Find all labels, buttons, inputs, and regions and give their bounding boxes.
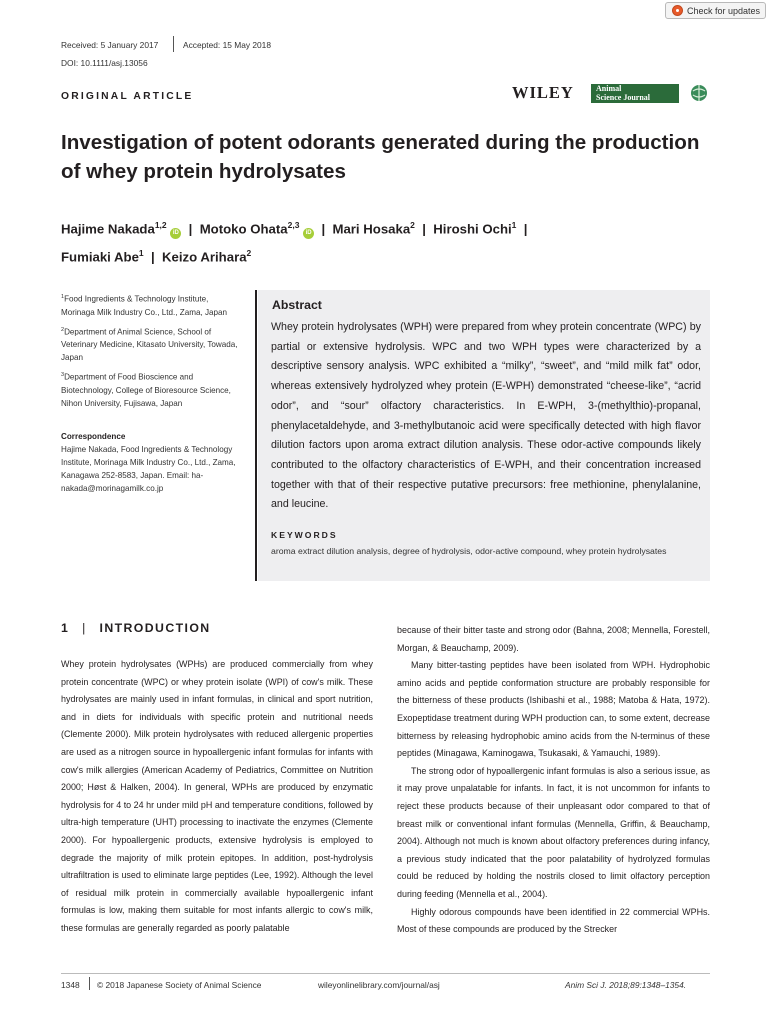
orcid-icon[interactable]: iD xyxy=(303,228,314,239)
journal-url[interactable]: wileyonlinelibrary.com/journal/asj xyxy=(318,980,440,990)
footer-divider xyxy=(89,977,90,990)
author-name: Mari Hosaka xyxy=(332,221,411,237)
author-name: Hiroshi Ochi xyxy=(433,221,512,237)
correspondence-heading: Correspondence xyxy=(61,432,126,441)
author-affiliation: 1,2 xyxy=(154,220,167,230)
article-type: ORIGINAL ARTICLE xyxy=(61,91,194,102)
keywords-heading: KEYWORDS xyxy=(271,530,338,540)
journal-logo-line1: Animal xyxy=(596,84,622,93)
journal-globe-icon xyxy=(690,84,708,102)
author-separator: | xyxy=(523,221,528,237)
author-name: Fumiaki Abe xyxy=(61,249,139,265)
author-separator: | xyxy=(188,221,193,237)
author-affiliation: 1 xyxy=(511,220,517,230)
paragraph: The strong odor of hypoallergenic infant formulas is also a serious issue, as it may prove unpalatable for infants. In fact, it is not uncommon for infants to reject these products because of their unpleasant odor compared to that of breast milk or conventional infant formulas (Mennella, Griffin, & Beauchamp, 2004). Although not much is known about olfactory preferences during infancy, a previous study indicated that the poor palatability of hydrolyzed formulas could be reduced by holding the nostrils closed to limit olfactory perception during feeding (Mennella et al., 2004). xyxy=(397,765,710,899)
author-affiliation: 2 xyxy=(246,248,252,259)
abstract-text: Whey protein hydrolysates (WPH) were prepared from whey protein concentrate (WPC) by partial or extensive hydrolysis. WPC and two WPH types were characterized by a descriptive sensory analysis. WPC exhibited a “milky”, “sweet”, and “mild milk fat” odor, whereas extensively hydrolyzed whey protein (E-WPH) demonstrated “cheese-like”, “acrid odor”, and “sour” olfactory characteristics. In E-WPH, 3-(methylthio)-propanal, phenylacetaldehyde, and 3-methylbutanoic acid were specifically detected with high flavor dilution factors upon aroma extract dilution analysis. These odor-active compounds likely contributed to the olfactory characteristics of E-WPH, and their concentration increased together with that of their respective putative precursors: free methionine, phenylalanine, and leucine. xyxy=(271,321,701,511)
author-separator: | xyxy=(150,249,155,265)
author-separator: | xyxy=(422,221,426,237)
abstract-heading: Abstract xyxy=(272,298,322,312)
copyright: © 2018 Japanese Society of Animal Science xyxy=(97,980,262,990)
affiliation-number: 2 xyxy=(61,326,65,333)
affiliation-text: Department of Food Bioscience and Biotechnology, College of Bioresource Science, Nihon University, Fujisawa, Japan xyxy=(61,373,231,409)
author-separator: | xyxy=(321,221,326,237)
check-updates-label: Check for updates xyxy=(687,5,761,16)
received-date: Received: 5 January 2017 xyxy=(61,40,159,50)
paragraph: Highly odorous compounds have been identified in 22 commercial WPHs. Most of these compounds are produced by the Strecker xyxy=(397,906,710,935)
affiliation-text: Department of Animal Science, School of Veterinary Medicine, Kitasato University, Towada, Japan xyxy=(61,327,238,363)
author-name: Keizo Arihara xyxy=(162,249,247,265)
paragraph: Many bitter-tasting peptides have been isolated from WPH. Hydrophobic amino acids and peptide conformation structure are probably responsible for the bitterness of these products (Ishibashi et al., 1988; Matoba & Hata, 1972). Exopeptidase treatment during WPH production can, to some extent, decrease bitterness by releasing hydrophobic amino acids from the N-terminus of these peptides (Minagawa, Kaminogawa, Tsukasaki, & Yamauchi, 1989). xyxy=(397,660,710,759)
author-name: Hajime Nakada xyxy=(61,221,155,237)
keywords-text: aroma extract dilution analysis, degree of hydrolysis, odor-active compound, whey protein hydrolysates xyxy=(271,546,667,556)
paragraph: because of their bitter taste and strong odor (Bahna, 2008; Mennella, Forestell, Morgan, & Beauchamp, 2009). xyxy=(397,625,710,653)
author-affiliation: 2 xyxy=(410,220,415,230)
author-line-2 xyxy=(61,241,711,269)
article-title: Investigation of potent odorants generated during the production of whey protein hydrolysates xyxy=(61,131,700,183)
author-line-1 xyxy=(61,213,711,241)
page-number: 1348 xyxy=(61,980,80,990)
publisher-logo: WILEY xyxy=(512,83,574,102)
affiliation-item xyxy=(61,369,241,410)
author-affiliation: 2,3 xyxy=(287,220,300,230)
check-for-updates-button[interactable] xyxy=(665,2,766,19)
section-title: INTRODUCTION xyxy=(99,621,211,635)
journal-logo-line2: Science Journal xyxy=(596,92,650,102)
author-list xyxy=(61,213,711,270)
crossmark-icon xyxy=(672,5,683,16)
correspondence xyxy=(61,430,241,495)
orcid-icon[interactable]: iD xyxy=(170,228,181,239)
paragraph: Whey protein hydrolysates (WPHs) are produced commercially from whey protein concentrate (WPC) or whey protein isolate (WPI) of cow's milk. These hydrolysates are mainly used in infant formulas, in clinical and sport nutrition, and in diets for individuals with specific protein and nutritional needs (Clemente 2000). Milk protein hydrolysates with reduced allergenic properties are used as a nitrogen source in hypoallergenic infant formulas for infants with cow's milk allergies (American Academy of Pediatrics, Committee on Nutrition 2000; Høst & Halken, 2004). In general, WPHs are produced by enzymatic hydrolysis for 4 to 24 hr under mild pH and temperature conditions, followed by ultra-high temperature (UHT) processing to inactivate the enzymes (Clemente 2000). For hypoallergenic products, extensive hydrolysis is employed to degrade the majority of milk protein epitopes. In addition, post-hydrolysis ultrafiltration is used to eliminate large peptides (Lee, 1992). Although the level of residual milk protein in commercially available hypoallergenic infant formulas is low, making them suitable for most infants allergic to cow's milk, these formulas are generally regarded as poorly palatable xyxy=(61,659,373,933)
citation: Anim Sci J. 2018;89:1348–1354. xyxy=(565,980,687,990)
footer-rule xyxy=(61,973,710,974)
affiliation-text: Food Ingredients & Technology Institute, Morinaga Milk Industry Co., Ltd., Zama, Japan xyxy=(61,294,227,317)
author-affiliation: 1 xyxy=(138,248,144,259)
section-number: 1 xyxy=(61,621,70,635)
affiliation-item xyxy=(61,324,241,365)
correspondence-text: Hajime Nakada, Food Ingredients & Technology Institute, Morinaga Milk Industry Co., Ltd., Zama, Kanagawa 252-8583, Japan. Email: ha-nakada@morinagamilk.co.jp xyxy=(61,445,236,493)
section-heading xyxy=(61,621,211,635)
affiliation-item xyxy=(61,291,241,319)
affiliations xyxy=(61,291,241,415)
affiliation-number: 3 xyxy=(61,372,65,379)
meta-divider xyxy=(173,36,174,52)
author-name: Motoko Ohata xyxy=(199,221,288,237)
accepted-date: Accepted: 15 May 2018 xyxy=(183,40,271,50)
affiliation-number: 1 xyxy=(61,294,65,300)
section-separator: | xyxy=(82,621,87,635)
right-column xyxy=(397,622,710,939)
left-column xyxy=(61,656,373,938)
doi[interactable]: DOI: 10.1111/asj.13056 xyxy=(61,58,148,68)
journal-logo xyxy=(591,84,679,103)
abstract-rule xyxy=(255,290,257,581)
